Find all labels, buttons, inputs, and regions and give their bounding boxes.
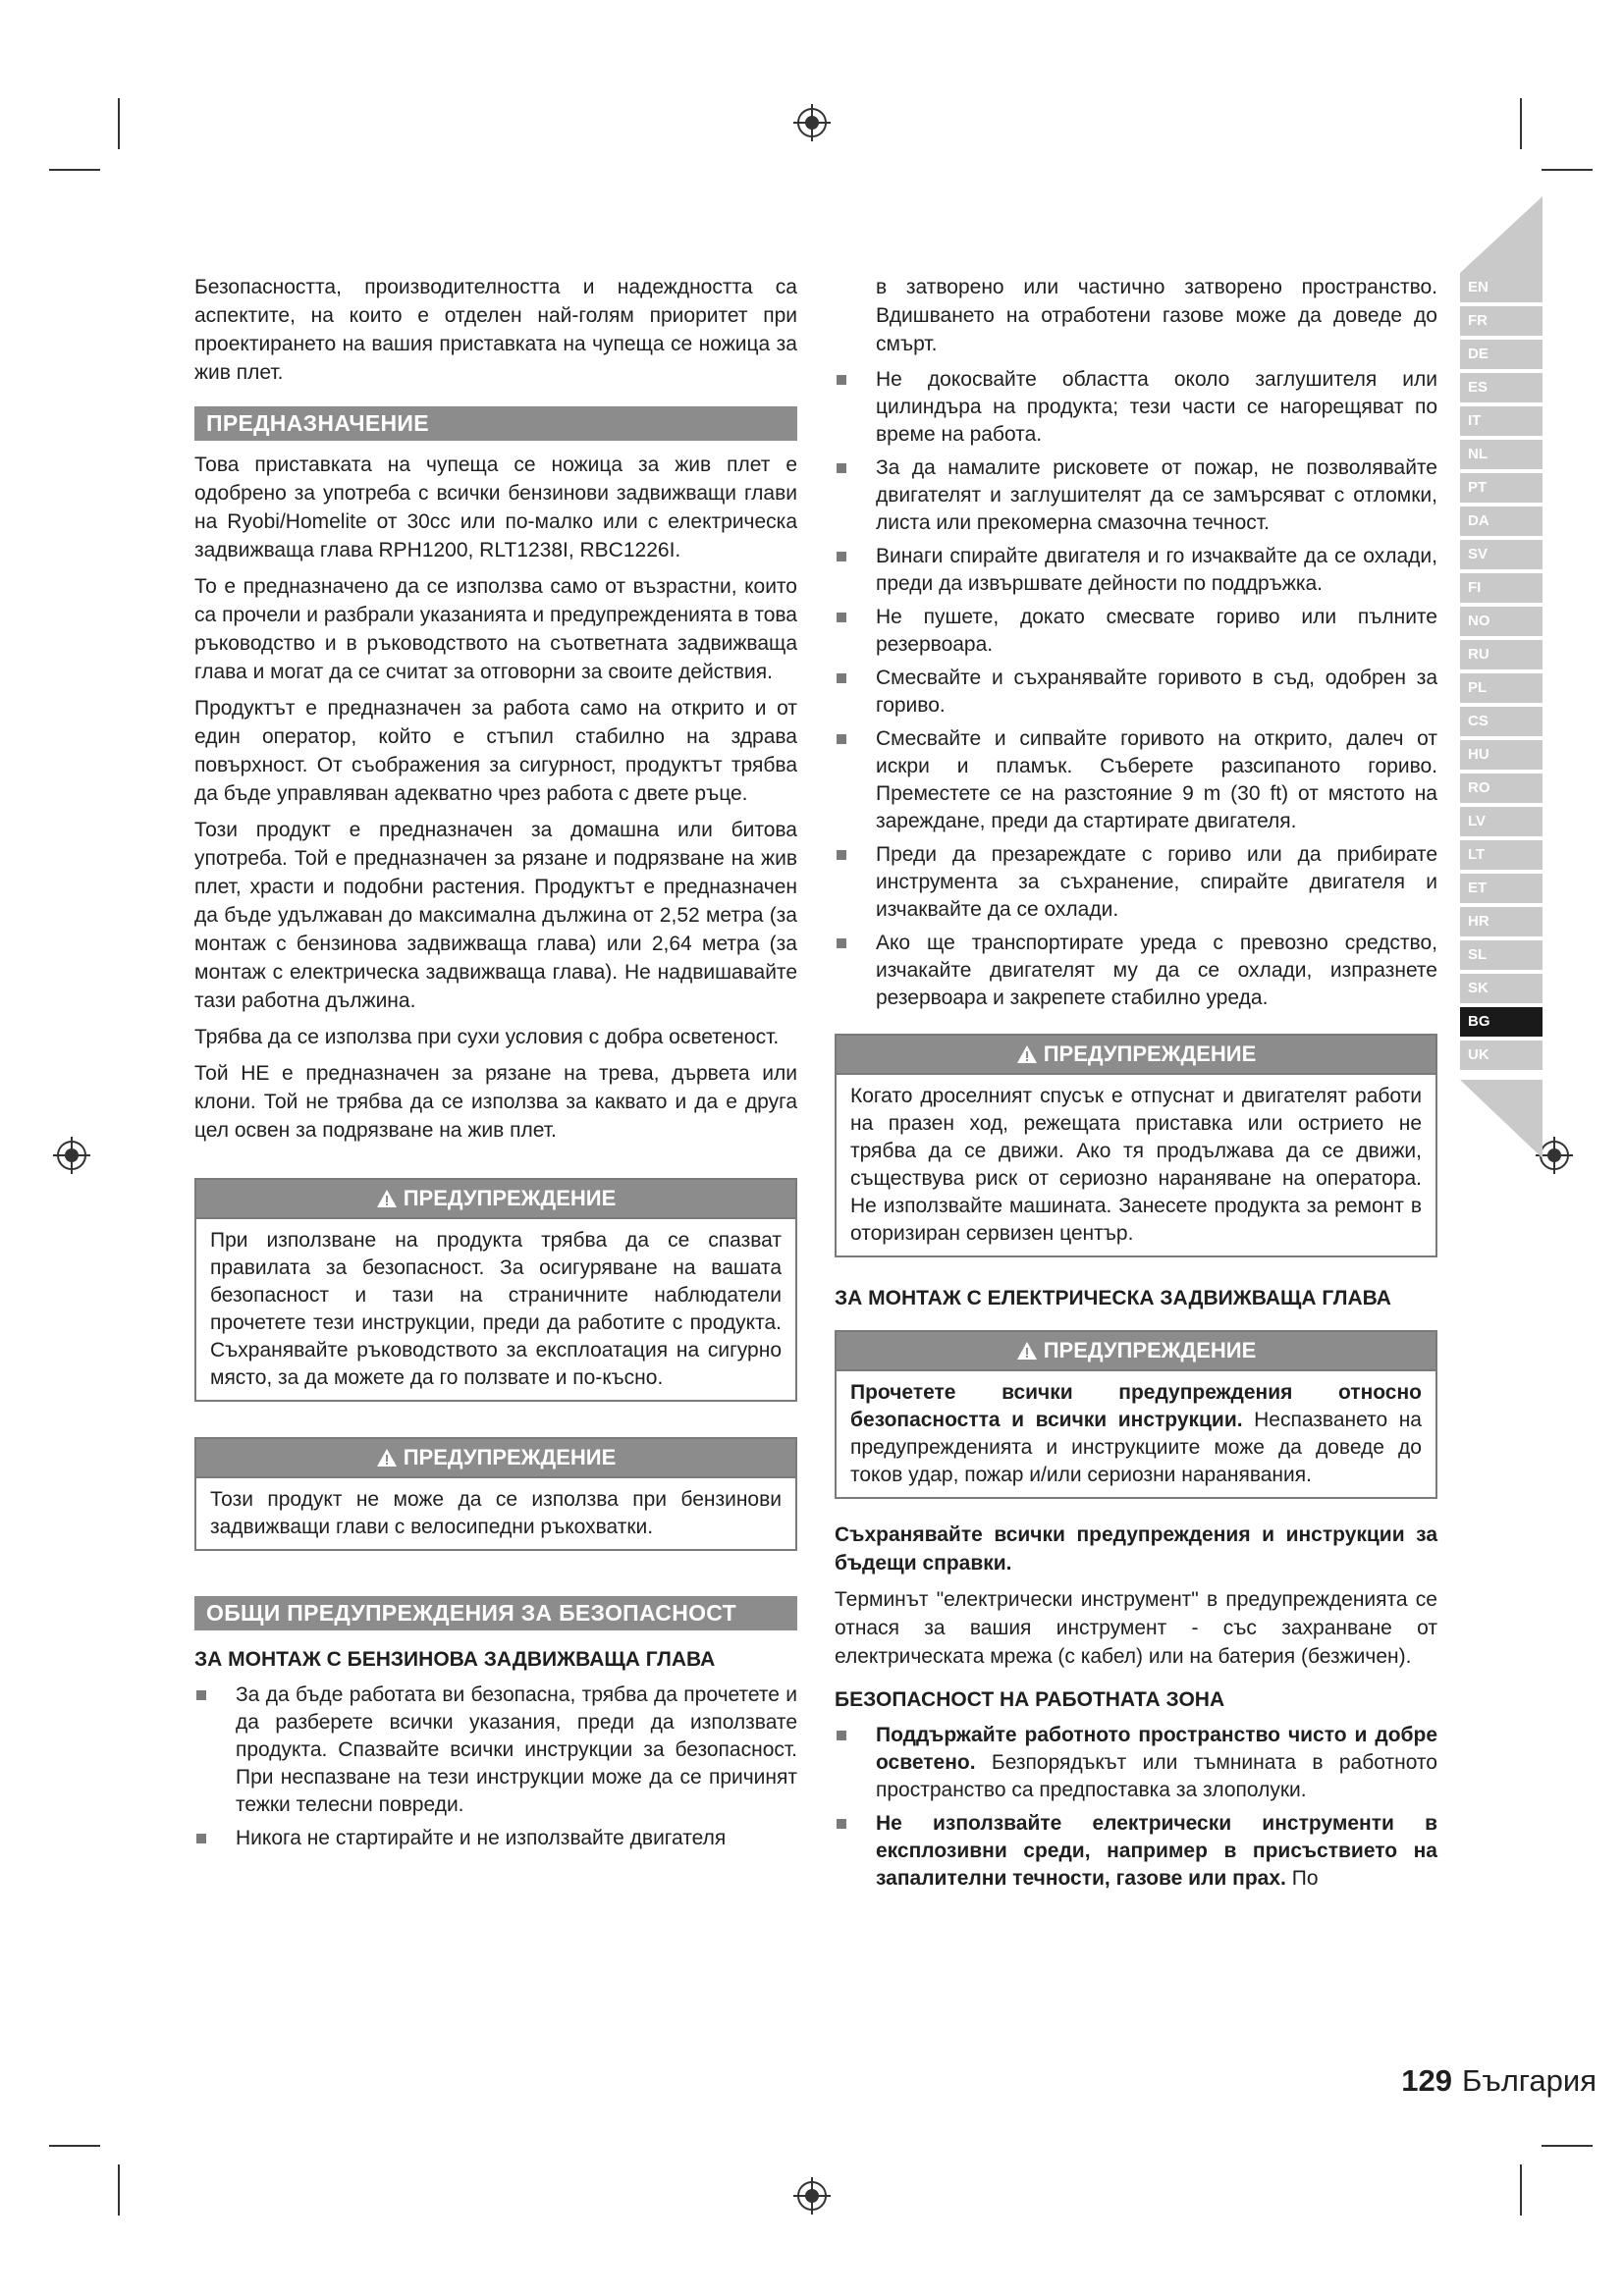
list-item: Не използвайте електрически инструменти в експлозивни среди, например в присъствието на запалителни течности, газове или прах. По — [835, 1810, 1437, 1893]
registration-mark-icon — [793, 104, 831, 141]
language-tab-hu: HU — [1460, 740, 1543, 770]
section-title-purpose: ПРЕДНАЗНАЧЕНИЕ — [194, 406, 797, 441]
warning-title: ПРЕДУПРЕЖДЕНИЕ — [1043, 1338, 1257, 1362]
intro-paragraph: Безопасността, производителността и надеждността са аспектите, на които е отделен най-голям приоритет при проектирането на вашия приставката на чупеща се ножица за жив плет. — [194, 276, 797, 384]
purpose-paragraph: Това приставката на чупеща се ножица за жив плет е одобрено за употреба с всички бензинови задвижващи глави на Ryobi/Homelite от 30cc или по-малко или с електрическа задвижваща глава RPH1200, RLT1238I, RBC1226I. — [194, 454, 797, 561]
page-number: 129 — [1401, 2063, 1452, 2098]
warning-text: При използване на продукта трябва да се спазват правилата за безопасност. За осигуряване на вашата безопасност и тази на страничните наблюдатели прочетете тези инструкции, преди да работите с продукта. Съхранявайте ръководството за експлоатация на сигурно място, за да можете да го ползвате и по-късно. — [210, 1229, 782, 1389]
list-item: Не докосвайте областта около заглушителя или цилиндъра на продукта; тези части се нагорещяват по време на работа. — [835, 366, 1437, 449]
language-tab-pt: PT — [1460, 473, 1543, 503]
list-item: Винаги спирайте двигателя и го изчаквайте да се охлади, преди да извършвате дейности по поддръжка. — [835, 543, 1437, 598]
page-footer — [1401, 2063, 1597, 2099]
language-tab-de: DE — [1460, 340, 1543, 369]
language-tab-lv: LV — [1460, 807, 1543, 836]
warning-box-read-instructions — [835, 1330, 1437, 1499]
petrol-safety-list — [194, 1682, 797, 1852]
warning-text: Неспазването на предупрежденията и инструкциите може да доведе до токов удар, пожар и/или сериозни наранявания. — [850, 1409, 1422, 1486]
warning-box-safety-rules — [194, 1178, 797, 1402]
language-tabs — [1460, 273, 1543, 1074]
crop-mark — [1542, 169, 1593, 171]
crop-mark — [49, 169, 100, 171]
list-item: За да намалите рисковете от пожар, не позволявайте двигателят и заглушителят да се замърсяват с отломки, листа или прекомерна смазочна течност. — [835, 454, 1437, 537]
language-tab-sk: SK — [1460, 974, 1543, 1003]
list-item: Никога не стартирайте и не използвайте двигателя — [194, 1825, 797, 1852]
page-country: България — [1461, 2063, 1597, 2098]
purpose-paragraph: Той НЕ е предназначен за рязане на трева, дървета или клони. Той не трябва да се използва за каквато и да е друга цел освен за подрязване на жив плет. — [194, 1062, 797, 1142]
language-tab-pl: PL — [1460, 673, 1543, 703]
warning-triangle-icon — [376, 1448, 398, 1468]
crop-mark — [49, 2145, 100, 2147]
crop-mark — [1542, 2145, 1593, 2147]
language-tab-da: DA — [1460, 507, 1543, 536]
warning-text: Когато дроселният спусък е отпуснат и двигателят работи на празен ход, режещата приставка или острието не трябва да се движи. Ако тя продължава да се движи, съществува риск от сериозно нараняване на оператора. Не използвайте машината. Занесете продукта за ремонт в оторизиран сервизен център. — [850, 1085, 1422, 1245]
language-tab-ru: RU — [1460, 640, 1543, 669]
warning-triangle-icon — [376, 1189, 398, 1208]
subsection-title-petrol: ЗА МОНТАЖ С БЕНЗИНОВА ЗАДВИЖВАЩА ГЛАВА — [194, 1648, 716, 1671]
continuation-paragraph: в затворено или частично затворено пространство. Вдишването на отработени газове може да доведе до смърт. — [876, 276, 1437, 355]
list-item: Преди да презареждате с гориво или да прибирате инструмента за съхранение, спирайте двигателя и изчаквайте да се охлади. — [835, 841, 1437, 924]
crop-mark — [1520, 98, 1522, 149]
warning-text: Този продукт не може да се използва при бензинови задвижващи глави с велосипедни ръкохватки. — [210, 1488, 782, 1538]
language-tab-es: ES — [1460, 373, 1543, 402]
warning-title: ПРЕДУПРЕЖДЕНИЕ — [403, 1445, 617, 1469]
language-tab-sv: SV — [1460, 540, 1543, 569]
purpose-paragraph: Продуктът е предназначен за работа само на открито и от един оператор, който е стъпил стабилно на здрава повърхност. От съображения за сигурност, продуктът трябва да бъде управляван адекватно чрез работа с двете ръце. — [194, 697, 797, 805]
language-tab-fr: FR — [1460, 306, 1543, 336]
warning-box-bicycle-handles — [194, 1437, 797, 1551]
purpose-paragraph: То е предназначено да се използва само от възрастни, които са прочели и разбрали указанията и предупрежденията в това ръководство и в ръководството на съответната задвижваща глава и могат да се считат за отговорни за своите действия. — [194, 575, 797, 683]
crop-mark — [1520, 2164, 1522, 2216]
warning-title: ПРЕДУПРЕЖДЕНИЕ — [403, 1186, 617, 1210]
registration-mark-icon — [53, 1137, 90, 1174]
purpose-paragraph: Трябва да се използва при сухи условия с добра осветеност. — [194, 1026, 780, 1048]
language-tab-en: EN — [1460, 273, 1543, 302]
warning-box-idle-throttle — [835, 1034, 1437, 1257]
list-item: Поддържайте работното пространство чисто и добре осветено. Безпорядъкът или тъмнината в работното пространство са предпоставка за злополуки. — [835, 1722, 1437, 1804]
language-tab-no: NO — [1460, 607, 1543, 636]
subsection-title-electric: ЗА МОНТАЖ С ЕЛЕКТРИЧЕСКА ЗАДВИЖВАЩА ГЛАВА — [835, 1287, 1391, 1309]
work-area-list — [835, 1722, 1437, 1893]
crop-mark — [118, 98, 120, 149]
purpose-paragraph: Този продукт е предназначен за домашна или битова употреба. Той е предназначен за рязане и подрязване на жив плет, храсти и подобни растения. Продуктът е предназначен да бъде удължаван до максимална дължина от 2,52 метра (за монтаж с бензинова задвижваща глава) или 2,64 метра (за монтаж с електрическа задвижваща глава). Не надвишавайте тази работна дължина. — [194, 819, 797, 1012]
list-item: Ако ще транспортирате уреда с превозно средство, изчакайте двигателят му да се охлади, изпразнете резервоара и закрепете стабилно уреда. — [835, 930, 1437, 1012]
left-column — [194, 273, 797, 1858]
language-tab-sl: SL — [1460, 940, 1543, 970]
language-tab-hr: HR — [1460, 907, 1543, 936]
petrol-safety-list-continued — [835, 366, 1437, 1012]
language-tab-bg: BG — [1460, 1007, 1543, 1037]
list-item: Не пушете, докато смесвате гориво или пълните резервоара. — [835, 604, 1437, 659]
keep-instructions-text: Съхранявайте всички предупреждения и инструкции за бъдещи справки. — [835, 1523, 1437, 1575]
list-item: За да бъде работата ви безопасна, трябва да прочетете и да разберете всички указания, преди да използвате продукта. Спазвайте всички инструкции за безопасност. При неспазване на тези инструкции може да се причинят тежки телесни повреди. — [194, 1682, 797, 1819]
crop-mark — [118, 2164, 120, 2216]
subsection-title-work-area: БЕЗОПАСНОСТ НА РАБОТНАТА ЗОНА — [835, 1688, 1225, 1711]
language-tab-nl: NL — [1460, 440, 1543, 469]
language-tab-uk: UK — [1460, 1041, 1543, 1070]
warning-title: ПРЕДУПРЕЖДЕНИЕ — [1043, 1041, 1257, 1066]
language-tab-ro: RO — [1460, 774, 1543, 803]
warning-bold-text: Прочетете всички предупреждения относно безопасността и всички инструкции. — [850, 1381, 1422, 1431]
list-item: Смесвайте и съхранявайте горивото в съд, одобрен за гориво. — [835, 665, 1437, 720]
section-title-general-warnings: ОБЩИ ПРЕДУПРЕЖДЕНИЯ ЗА БЕЗОПАСНОСТ — [194, 1596, 797, 1630]
warning-triangle-icon — [1016, 1044, 1038, 1064]
language-tab-fi: FI — [1460, 573, 1543, 603]
language-tab-cs: CS — [1460, 707, 1543, 736]
list-item: Смесвайте и сипвайте горивото на открито, далеч от искри и пламък. Съберете разсипаното гориво. Преместете се на разстояние 9 m (30 ft) от мястото на зареждане, преди да стартирате двигателя. — [835, 725, 1437, 835]
warning-triangle-icon — [1016, 1341, 1038, 1361]
term-definition-paragraph: Терминът "електрически инструмент" в предупрежденията се отнася за вашия инструмент - със захранване от електрическата мрежа (с кабел) или на батерия (безжичен). — [835, 1588, 1437, 1668]
language-tab-et: ET — [1460, 874, 1543, 903]
right-column — [835, 273, 1437, 1898]
language-tab-it: IT — [1460, 406, 1543, 436]
registration-mark-icon — [793, 2177, 831, 2215]
language-tab-lt: LT — [1460, 840, 1543, 870]
